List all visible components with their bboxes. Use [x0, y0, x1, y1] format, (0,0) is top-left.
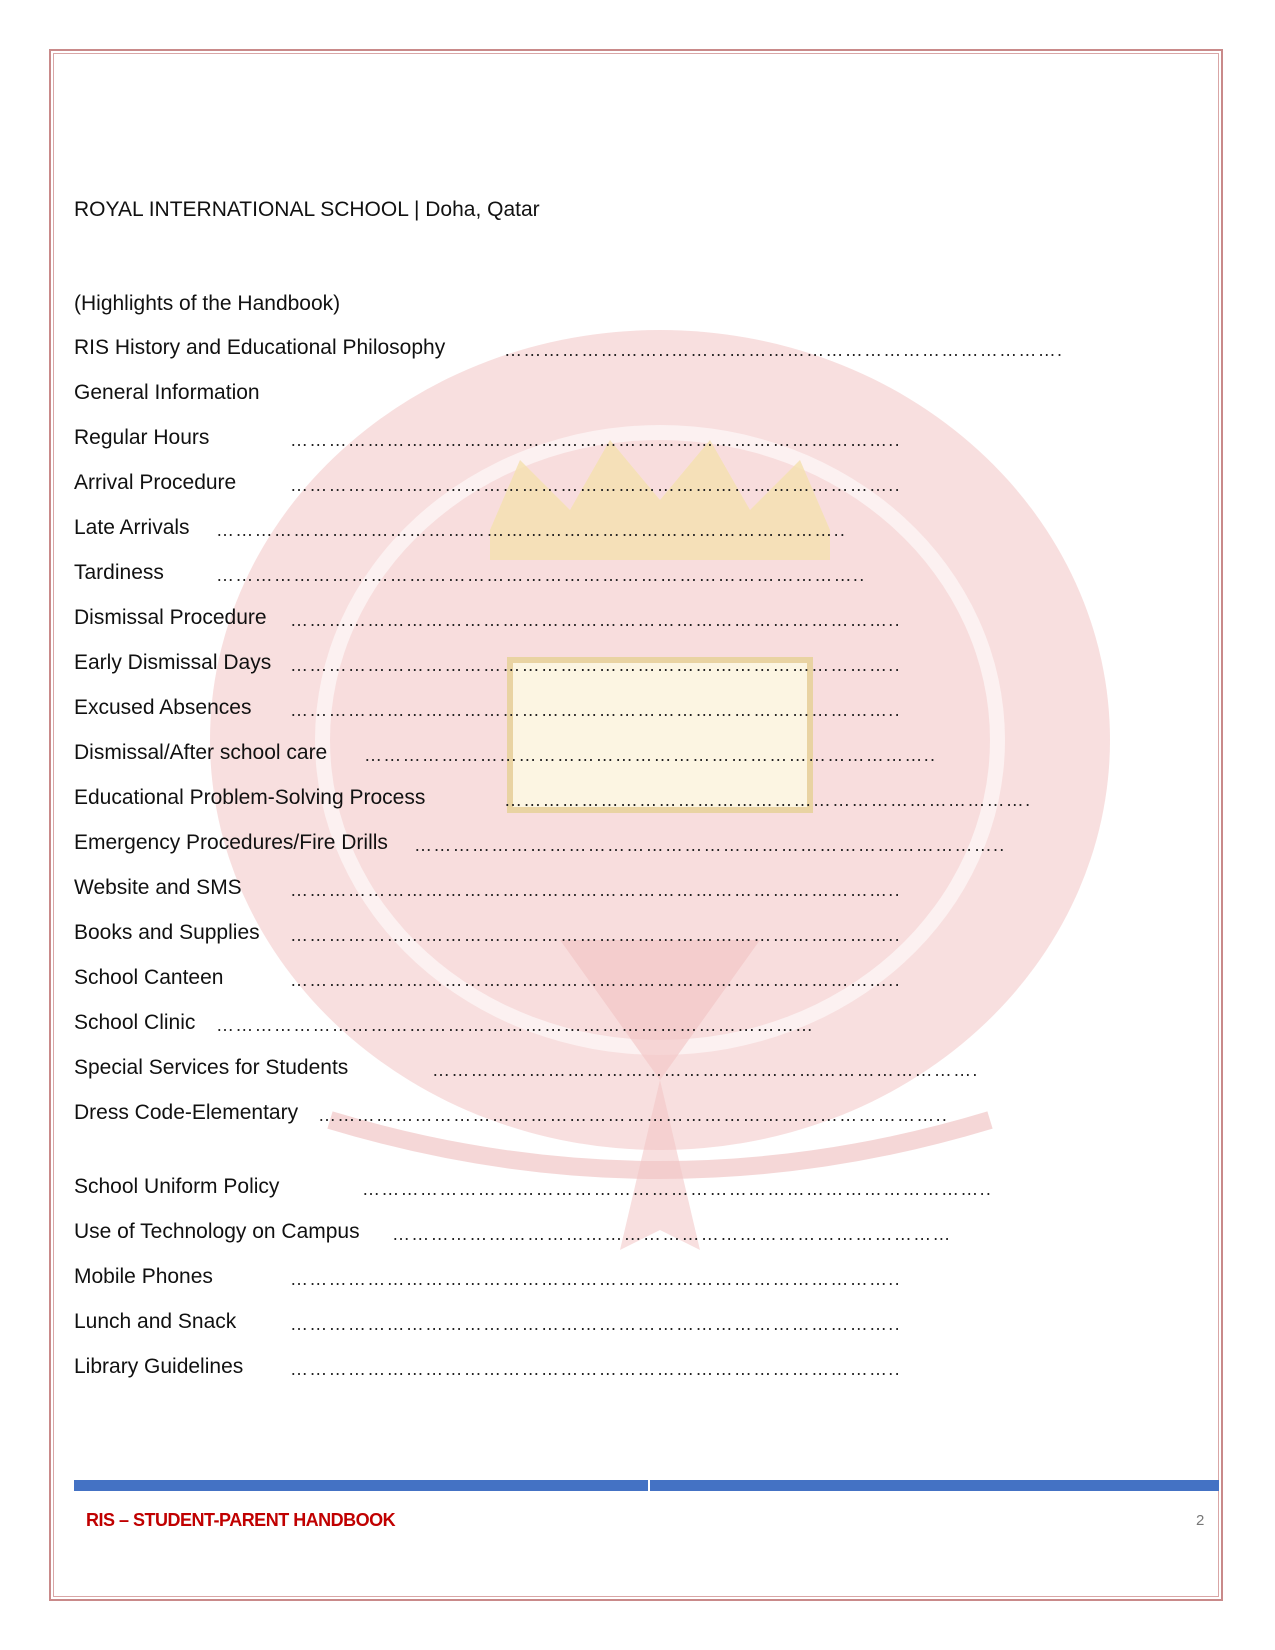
page-number: 2 [1196, 1512, 1205, 1529]
toc-leader-dots: …………………………………………………………………………. [432, 1060, 979, 1080]
toc-entry-label: Excused Absences [74, 696, 252, 719]
toc-entry-label: Tardiness [74, 561, 164, 584]
toc-leader-dots: …………………………………………………………………………………….. [318, 1105, 949, 1125]
toc-entry-label: Library Guidelines [74, 1355, 244, 1378]
footer-rule-gap [648, 1480, 650, 1491]
toc-leader-dots: …………………………………………………………………………….. [364, 745, 937, 765]
toc-entry [74, 1265, 901, 1295]
toc-entry [74, 606, 901, 636]
toc-entry [74, 516, 847, 546]
toc-entry-label: Emergency Procedures/Fire Drills [74, 831, 388, 854]
footer-rule [74, 1480, 1219, 1491]
toc-entry [74, 1175, 993, 1205]
toc-entry [74, 561, 866, 591]
toc-entry-label: Mobile Phones [74, 1265, 213, 1288]
toc-leader-dots: ………………………………………………………………………………….. [290, 475, 901, 495]
toc-entry-label: Educational Problem-Solving Process [74, 786, 426, 809]
toc-entry-label: RIS History and Educational Philosophy [74, 336, 446, 359]
toc-entry-label: Books and Supplies [74, 921, 260, 944]
toc-leader-dots: ………………………………………………………………………………….. [290, 925, 901, 945]
toc-leader-dots: …………………………………………………………………………… [392, 1224, 952, 1244]
toc-leader-dots: ………………………………………………………………………………… [216, 1015, 815, 1035]
toc-entry-label: Special Services for Students [74, 1056, 349, 1079]
toc-entry-label: School Clinic [74, 1011, 196, 1034]
toc-entry [74, 741, 937, 771]
toc-entry-label: Late Arrivals [74, 516, 190, 539]
toc-entry [74, 966, 901, 996]
toc-entry-label: Dress Code-Elementary [74, 1101, 299, 1124]
toc-leader-dots: ………………………………………………………………………………….. [290, 1314, 901, 1334]
toc-leader-dots: …………………………………………………………………………………….. [216, 520, 847, 540]
toc-leader-dots: ………………………………………………………………………. [504, 790, 1032, 810]
handbook-subtitle: (Highlights of the Handbook) [74, 292, 341, 315]
toc-leader-dots: ………………………………………………………………………………….. [290, 610, 901, 630]
toc-leader-dots: ……………………………………………………………………………….. [414, 835, 1006, 855]
footer-title: RIS – STUDENT-PARENT HANDBOOK [86, 1510, 396, 1530]
toc-leader-dots: ……………………..……………………………………………………. [504, 340, 1064, 360]
toc-entry-label: Dismissal/After school care [74, 741, 328, 764]
toc-entry [74, 1310, 901, 1340]
toc-leader-dots: ………………………………………………………………………………….. [290, 880, 901, 900]
toc-entry-label: School Uniform Policy [74, 1175, 280, 1198]
toc-entry [74, 786, 1032, 816]
toc-entry [74, 921, 901, 951]
toc-leader-dots: ………………………………………………………………………………….. [290, 700, 901, 720]
toc-entry-label: School Canteen [74, 966, 224, 989]
toc-leader-dots: ………………………………………………………………………………….. [290, 1269, 901, 1289]
toc-entry-label: Arrival Procedure [74, 471, 237, 494]
toc-leader-dots: ………………………………………………………………………………….. [290, 430, 901, 450]
toc-entry [74, 1220, 952, 1250]
toc-entry-label: General Information [74, 381, 260, 404]
toc-entry-label: Early Dismissal Days [74, 651, 272, 674]
toc-entry [74, 696, 901, 726]
toc-leader-dots: ………………………………………………………………………………….. [290, 970, 901, 990]
toc-entry-label: Regular Hours [74, 426, 210, 449]
toc-entry [74, 471, 901, 501]
toc-entry-label: Lunch and Snack [74, 1310, 237, 1333]
toc-entry [74, 336, 1064, 366]
toc-entry [74, 876, 901, 906]
toc-entry [74, 831, 1006, 861]
toc-leader-dots: …………………………………………………………………………………….. [362, 1179, 993, 1199]
toc-entry [74, 426, 901, 456]
toc-entry [74, 381, 260, 411]
toc-entry [74, 1011, 815, 1041]
toc-entry-label: Use of Technology on Campus [74, 1220, 360, 1243]
toc-leader-dots: ……………………………………………………………………………………….. [216, 565, 866, 585]
open-book-icon [510, 660, 810, 810]
toc-entry [74, 1056, 979, 1086]
toc-entry [74, 1101, 949, 1131]
toc-leader-dots: ………………………………………………………………………………….. [290, 1359, 901, 1379]
toc-entry-label: Dismissal Procedure [74, 606, 267, 629]
toc-entry [74, 651, 901, 681]
toc-leader-dots: ………………………………………………………………………………….. [290, 655, 901, 675]
toc-entry [74, 1355, 901, 1385]
school-header: ROYAL INTERNATIONAL SCHOOL | Doha, Qatar [74, 198, 540, 221]
toc-entry-label: Website and SMS [74, 876, 242, 899]
